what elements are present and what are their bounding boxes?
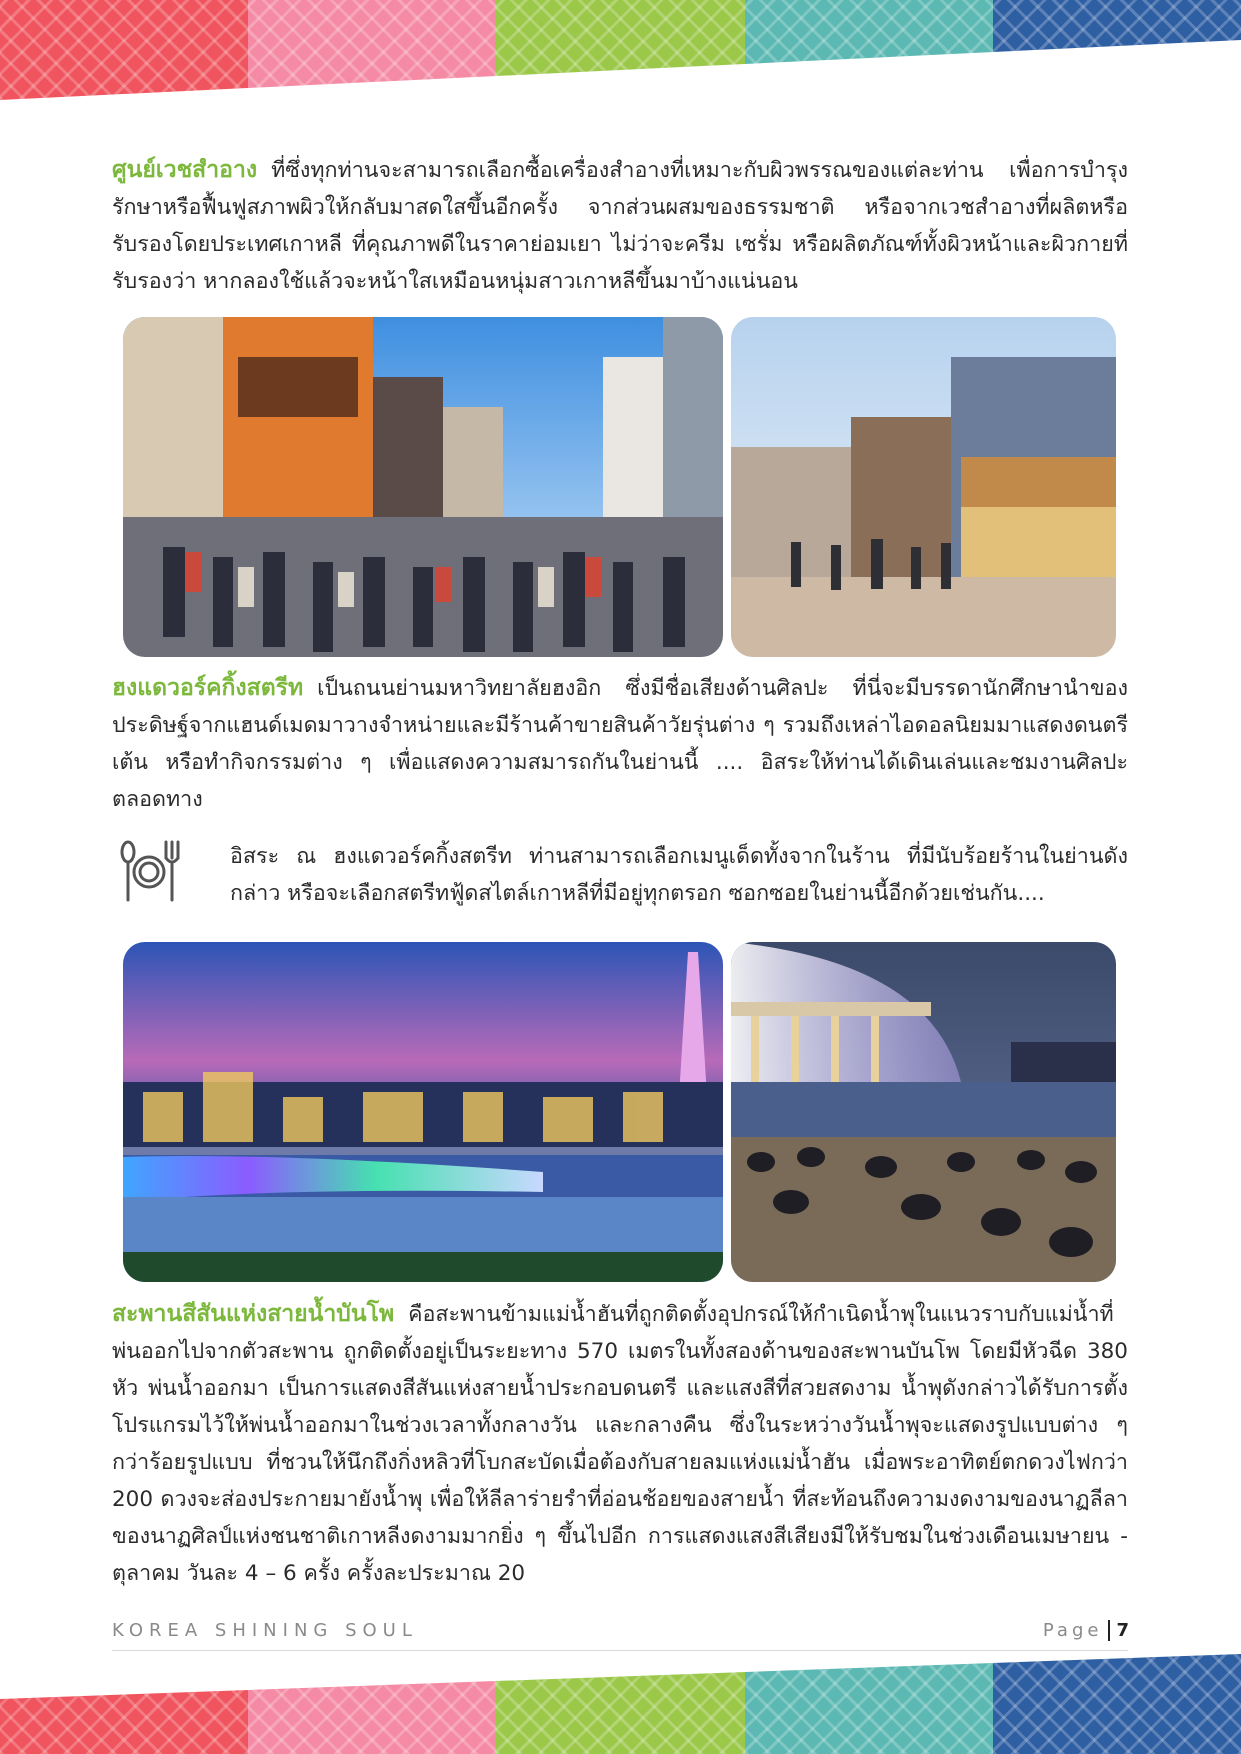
cosmetics-paragraph [112,152,1128,300]
banpo-title: สะพานสีสันแห่งสายน้ำบันโพ [112,1301,395,1327]
banpo-bridge-night-photo [123,942,723,1282]
band-green [496,0,744,100]
cosmetics-title: ศูนย์เวชสำอาง [112,157,258,183]
band-red [0,1654,248,1754]
footer-page [1043,1620,1129,1641]
food-note: อิสระ ณ ฮงแดวอร์คกิ้งสตรีท ท่านสามารถเลือกเมนูเด็ดทั้งจากในร้าน ที่มีนับร้อยร้านในย่านดังกล่าว หรือจะเลือกสตรีทฟู้ดสไตล์เกาหลีที่มีอยู่ทุกตรอก ซอกซอยในย่านนี้อีกด้วยเช่นกัน.... [230,844,1128,906]
banpo-body: คือสะพานข้ามแม่น้ำฮันที่ถูกติดตั้งอุปกรณ์ให้กำเนิดน้ำพุในแนวราบกับแม่น้ำที่พ่นออกไปจากตัวสะพาน ถูกติดตั้งอยู่เป็นระยะทาง 570 เมตรในทั้งสองด้านของสะพานบันโพ โดยมีหัวฉีด 380 หัว พ่นน้ำออกมา เป็นการแสดงสีสันแห่งสายน้ำประกอบดนตรี และแสงสีที่สวยสดงาม น้ำพุดังกล่าวได้รับการตั้งโปรแกรมไว้ให้พ่นน้ำออกมาในช่วงเวลาทั้งกลางวัน และกลางคืน ซึ่งในระหว่างวันน้ำพุจะแสดงรูปแบบต่าง ๆ กว่าร้อยรูปแบบ ที่ชวนให้นึกถึงกิ่งหลิวที่โบกสะบัดเมื่อต้องกับสายลมแห่งแม่น้ำฮัน เมื่อพระอาทิตย์ตกดวงไฟกว่า 200 ดวงจะส่องประกายมายังน้ำพุ เพื่อให้ลีลาร่ายรำที่อ่อนช้อยของสายน้ำ ที่สะท้อนถึงความงดงามของนาฏลีลาของนาฏศิลป์แห่งชนชาติเกาหลีงดงามมากยิ่ง ๆ ขึ้นไปอีก การแสดงแสงสีเสียงมีให้รับชมในช่วงเดือนเมษายน - ตุลาคม วันละ 4 – 6 ครั้ง ครั้งละประมาณ 20 [112,1302,1128,1586]
hongdae-body: เป็นถนนย่านมหาวิทยาลัยฮงอิก ซึ่งมีชื่อเสียงด้านศิลปะ ที่นี่จะมีบรรดานักศึกษานำของประดิษฐ์จากแฮนด์เมดมาวางจำหน่ายและมีร้านค้าขายสินค้าวัยรุ่นต่าง ๆ รวมถึงเหล่าไอดอลนิยมมาแสดงดนตรี เต้น หรือทำกิจกรรมต่าง ๆ เพื่อแสดงความสมารถกันในย่านนี้ .... อิสระให้ท่านได้เดินเล่นและชมงานศิลปะตลอดทาง [112,676,1128,812]
plate-fork-spoon-icon [118,838,180,904]
band-pink [248,0,496,100]
hongdae-paragraph [112,670,1128,818]
hongdae-crowd-photo [123,317,723,657]
hongdae-title: ฮงแดวอร์คกิ้งสตรีท [112,675,304,701]
band-pink [248,1654,496,1754]
footer-divider [112,1650,1128,1651]
page-label: Page [1042,1620,1103,1641]
top-pattern-band [0,0,1241,100]
band-blue [993,1654,1241,1754]
hongdae-shops-photo [731,317,1116,657]
band-teal [745,1654,993,1754]
band-blue [993,0,1241,100]
banpo-fountain-riverside-photo [731,942,1116,1282]
band-teal [745,0,993,100]
page-number: 7 [1108,1620,1129,1641]
cosmetics-body: ที่ซึ่งทุกท่านจะสามารถเลือกซื้อเครื่องสำอางที่เหมาะกับผิวพรรณของแต่ละท่าน เพื่อการบำรุง รักษาหรือฟื้นฟูสภาพผิวให้กลับมาสดใสขึ้นอีกครั้ง จากส่วนผสมของธรรมชาติ หรือจากเวชสำอางที่ผลิตหรือรับรองโดยประเทศเกาหลี ที่คุณภาพดีในราคาย่อมเยา ไม่ว่าจะครีม เซรั่ม หรือผลิตภัณฑ์ทั้งผิวหน้าและผิวกายที่รับรองว่า หากลองใช้แล้วจะหน้าใสเหมือนหนุ่มสาวเกาหลีขึ้นมาบ้างแน่นอน [112,158,1128,294]
bottom-pattern-band [0,1654,1241,1754]
footer-brand: KOREA SHINING SOUL [112,1620,418,1641]
banpo-paragraph [112,1296,1128,1592]
band-red [0,0,248,100]
band-green [496,1654,744,1754]
